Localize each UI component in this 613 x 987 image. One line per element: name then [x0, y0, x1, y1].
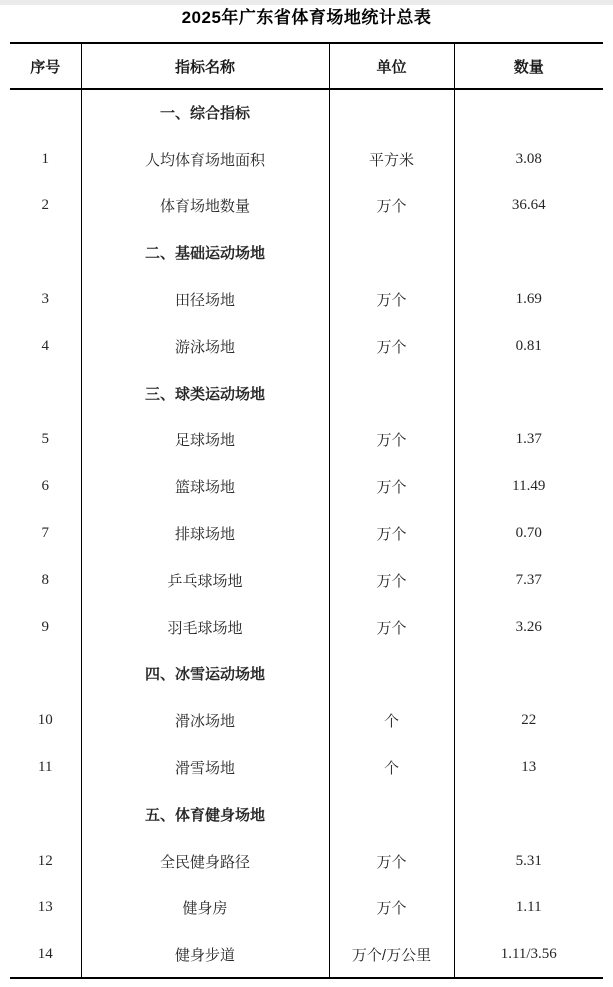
cell-unit: 万个 — [329, 323, 454, 370]
cell-unit: 万个 — [329, 417, 454, 464]
table-row — [10, 417, 603, 464]
cell-unit: 万个/万公里 — [329, 931, 454, 978]
cell-serial: 11 — [38, 759, 53, 776]
cell-value: 1.11 — [454, 885, 603, 932]
cell-unit: 万个 — [329, 838, 454, 885]
col-header-indicator: 指标名称 — [81, 43, 329, 89]
cell-indicator-name: 羽毛球场地 — [81, 604, 329, 651]
cell-serial: 6 — [41, 478, 49, 495]
cell-value: 13 — [454, 744, 603, 791]
cell-unit — [329, 89, 454, 136]
cell-value: 1.69 — [454, 276, 603, 323]
table-row — [10, 276, 603, 323]
cell-value: 1.37 — [454, 417, 603, 464]
cell-serial: 5 — [41, 431, 49, 448]
col-header-quantity: 数量 — [454, 43, 603, 89]
cell-unit: 万个 — [329, 604, 454, 651]
col-header-unit: 单位 — [329, 43, 454, 89]
cell-serial — [10, 651, 81, 698]
cell-serial: 10 — [37, 712, 53, 729]
cell-unit: 万个 — [329, 557, 454, 604]
cell-serial — [10, 229, 81, 276]
cell-serial: 14 — [37, 945, 53, 962]
cell-indicator-name: 篮球场地 — [81, 463, 329, 510]
table-row — [10, 557, 603, 604]
section-row — [10, 89, 603, 136]
table-row — [10, 604, 603, 651]
cell-unit: 个 — [329, 744, 454, 791]
stats-table — [10, 42, 603, 979]
cell-unit — [329, 229, 454, 276]
cell-serial: 12 — [37, 852, 53, 869]
col-header-serial: 序号 — [30, 58, 61, 76]
cell-unit — [329, 791, 454, 838]
table-row — [10, 510, 603, 557]
page-title: 2025年广东省体育场地统计总表 — [181, 8, 432, 27]
section-row — [10, 651, 603, 698]
table-row — [10, 183, 603, 230]
cell-indicator-name: 体育场地数量 — [81, 183, 329, 230]
table-row — [10, 463, 603, 510]
cell-indicator-name: 乒乓球场地 — [81, 557, 329, 604]
cell-value: 3.26 — [454, 604, 603, 651]
table-row — [10, 697, 603, 744]
cell-value: 7.37 — [454, 557, 603, 604]
header-row — [10, 43, 603, 89]
cell-unit: 万个 — [329, 463, 454, 510]
table-row — [10, 136, 603, 183]
cell-indicator-name: 田径场地 — [81, 276, 329, 323]
cell-value: 11.49 — [454, 463, 603, 510]
cell-section-title: 三、球类运动场地 — [81, 370, 329, 417]
cell-unit — [329, 651, 454, 698]
cell-serial: 4 — [41, 337, 49, 354]
cell-serial: 13 — [37, 899, 53, 916]
table-body — [10, 89, 603, 978]
cell-value — [454, 370, 603, 417]
cell-indicator-name: 健身步道 — [81, 931, 329, 978]
cell-value: 0.81 — [454, 323, 603, 370]
cell-serial — [10, 89, 81, 136]
cell-serial: 3 — [41, 291, 49, 308]
cell-unit — [329, 370, 454, 417]
cell-unit: 平方米 — [329, 136, 454, 183]
cell-indicator-name: 游泳场地 — [81, 323, 329, 370]
cell-indicator-name: 健身房 — [81, 885, 329, 932]
cell-indicator-name: 滑冰场地 — [81, 697, 329, 744]
cell-indicator-name: 全民健身路径 — [81, 838, 329, 885]
cell-serial — [10, 791, 81, 838]
cell-serial: 8 — [41, 571, 49, 588]
cell-section-title: 二、基础运动场地 — [81, 229, 329, 276]
cell-serial: 9 — [41, 618, 49, 635]
cell-value — [454, 89, 603, 136]
cell-unit: 万个 — [329, 183, 454, 230]
cell-value: 1.11/3.56 — [454, 931, 603, 978]
cell-value — [454, 651, 603, 698]
table-row — [10, 931, 603, 978]
cell-unit: 万个 — [329, 885, 454, 932]
cell-value: 36.64 — [454, 183, 603, 230]
cell-unit: 个 — [329, 697, 454, 744]
cell-serial: 1 — [41, 150, 49, 167]
table-row — [10, 323, 603, 370]
cell-value: 3.08 — [454, 136, 603, 183]
cell-unit: 万个 — [329, 276, 454, 323]
cell-value: 22 — [454, 697, 603, 744]
section-row — [10, 229, 603, 276]
cell-indicator-name: 滑雪场地 — [81, 744, 329, 791]
cell-value: 5.31 — [454, 838, 603, 885]
cell-serial — [10, 370, 81, 417]
table-row — [10, 885, 603, 932]
cell-section-title: 四、冰雪运动场地 — [81, 651, 329, 698]
cell-serial: 2 — [41, 197, 49, 214]
table-row — [10, 838, 603, 885]
cell-section-title: 一、综合指标 — [81, 89, 329, 136]
cell-value — [454, 791, 603, 838]
cell-unit: 万个 — [329, 510, 454, 557]
cell-value — [454, 229, 603, 276]
cell-indicator-name: 足球场地 — [81, 417, 329, 464]
cell-section-title: 五、体育健身场地 — [81, 791, 329, 838]
table-row — [10, 744, 603, 791]
cell-indicator-name: 人均体育场地面积 — [81, 136, 329, 183]
section-row — [10, 370, 603, 417]
cell-indicator-name: 排球场地 — [81, 510, 329, 557]
section-row — [10, 791, 603, 838]
cell-serial: 7 — [41, 525, 49, 542]
cell-value: 0.70 — [454, 510, 603, 557]
